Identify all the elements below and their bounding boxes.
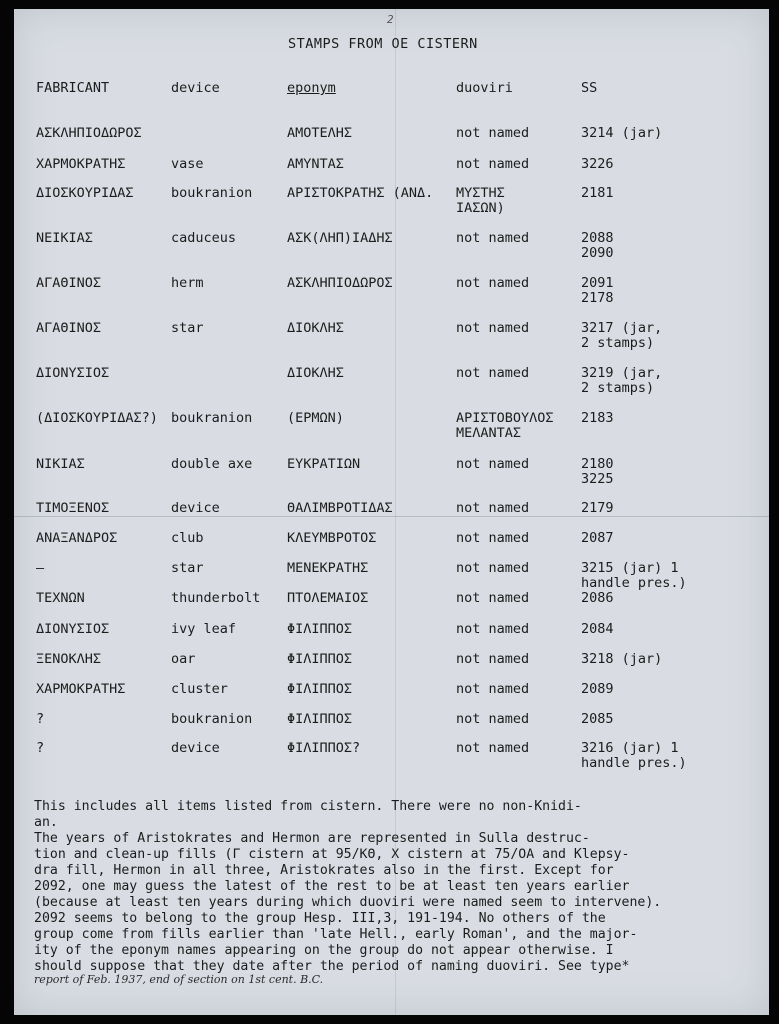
cell-eponym: ΦΙΛΙΠΠΟΣ? xyxy=(287,740,361,756)
cell-device: device xyxy=(171,500,220,516)
cell-duoviri: not named xyxy=(456,590,530,606)
cell-eponym: ΑΣΚ(ΛΗΠ)ΙΑΔΗΣ xyxy=(287,230,393,246)
note-paragraph-2: The years of Aristokrates and Hermon are represented in Sulla destruc- tion and clean-up fills (Γ cistern at 95/ΚΘ, Χ cistern at 75/ΟΑ and Klepsy- dra fill, Hermon in all three, Aristokrates also in the first. Except for 2092, one may guess the latest of the rest to be at least ten years earlier (because at least ten years during which duoviri were named seem to intervene). 2092 seems to belong to the group Hesp. III,3, 191-194. No others of the group come from fills earlier than 'late Hell., early Roman', and the major- ity of the eponym names appearing on the group do not appear otherwise. I should suppose that they date after the period of naming duoviri. See type* xyxy=(34,831,662,974)
cell-device: ivy leaf xyxy=(171,621,237,637)
cell-device: boukranion xyxy=(171,410,253,426)
cell-device: oar xyxy=(171,651,196,667)
cell-duoviri: not named xyxy=(456,560,530,576)
cell-eponym: ΚΛΕΥΜΒΡΟΤΟΣ xyxy=(287,530,377,546)
cell-eponym: ΦΙΛΙΠΠΟΣ xyxy=(287,711,353,727)
cell-fabricant: (ΔΙΟΣΚΟΥΡΙΔΑΣ?) xyxy=(36,410,158,426)
header-ss: SS xyxy=(581,80,598,96)
table-row xyxy=(14,682,769,712)
cell-fabricant: ΧΑΡΜΟΚΡΑΤΗΣ xyxy=(36,681,126,697)
cell-ss: 3218 (jar) xyxy=(581,651,663,667)
cell-fabricant: ΤΕΧΝΩΝ xyxy=(36,590,85,606)
document-title: STAMPS FROM OE CISTERN xyxy=(288,36,478,52)
cell-eponym: ΔΙΟΚΛΗΣ xyxy=(287,365,344,381)
cell-duoviri: not named xyxy=(456,621,530,637)
page-number: 2 xyxy=(387,13,394,26)
cell-fabricant: ΝΙΚΙΑΣ xyxy=(36,456,85,472)
cell-ss: 2183 xyxy=(581,410,614,426)
cell-ss: 3217 (jar, 2 stamps) xyxy=(581,320,663,351)
cell-duoviri: not named xyxy=(456,530,530,546)
cell-ss: 2091 2178 xyxy=(581,275,614,306)
cell-fabricant: ΤΙΜΟΞΕΝΟΣ xyxy=(36,500,110,516)
cell-eponym: ΦΙΛΙΠΠΟΣ xyxy=(287,681,353,697)
table-row xyxy=(14,622,769,652)
cell-eponym: ΦΙΛΙΠΠΟΣ xyxy=(287,651,353,667)
table-row xyxy=(14,561,769,591)
table-row xyxy=(14,157,769,187)
table-row xyxy=(14,591,769,621)
cell-duoviri: ΑΡΙΣΤΟΒΟΥΛΟΣ ΜΕΛΑΝΤΑΣ xyxy=(456,410,554,441)
cell-ss: 2088 2090 xyxy=(581,230,614,261)
cell-eponym: ΑΜΟΤΕΛΗΣ xyxy=(287,125,353,141)
cell-fabricant: ΔΙΟΣΚΟΥΡΙΔΑΣ xyxy=(36,185,134,201)
cell-device: boukranion xyxy=(171,185,253,201)
note-paragraph-1: This includes all items listed from cistern. There were no non-Knidi- an. xyxy=(34,799,582,830)
cell-fabricant: — xyxy=(36,560,45,576)
cell-duoviri: not named xyxy=(456,230,530,246)
cell-device: boukranion xyxy=(171,711,253,727)
table-row xyxy=(14,741,769,771)
cell-duoviri: ΜΥΣΤΗΣ ΙΑΣΩΝ) xyxy=(456,185,505,216)
cell-eponym: ΑΣΚΛΗΠΙΟΔΩΡΟΣ xyxy=(287,275,393,291)
header-device: device xyxy=(171,80,220,96)
cell-ss: 3226 xyxy=(581,156,614,172)
cell-ss: 3215 (jar) 1 handle pres.) xyxy=(581,560,687,591)
cell-eponym: ΠΤΟΛΕΜΑΙΟΣ xyxy=(287,590,369,606)
cell-duoviri: not named xyxy=(456,275,530,291)
cell-duoviri: not named xyxy=(456,500,530,516)
table-row xyxy=(14,321,769,351)
cell-device: device xyxy=(171,740,220,756)
table-row xyxy=(14,501,769,531)
cell-fabricant: ? xyxy=(36,711,45,727)
cell-device: star xyxy=(171,560,204,576)
table-row xyxy=(14,712,769,742)
cell-duoviri: not named xyxy=(456,740,530,756)
cell-eponym: ΕΥΚΡΑΤΙΩΝ xyxy=(287,456,361,472)
table-row xyxy=(14,366,769,396)
cell-fabricant: ? xyxy=(36,740,45,756)
cell-eponym: ΑΡΙΣΤΟΚΡΑΤΗΣ (ΑΝΔ. xyxy=(287,185,434,201)
cell-ss: 2180 3225 xyxy=(581,456,614,487)
cell-device: double axe xyxy=(171,456,253,472)
notes-section xyxy=(34,799,734,975)
cell-device: star xyxy=(171,320,204,336)
cell-eponym: ΑΜΥΝΤΑΣ xyxy=(287,156,344,172)
table-row xyxy=(14,652,769,682)
cell-ss: 2181 xyxy=(581,185,614,201)
cell-eponym: ΘΑΛΙΜΒΡΟΤΙΔΑΣ xyxy=(287,500,393,516)
cell-ss: 2085 xyxy=(581,711,614,727)
cell-duoviri: not named xyxy=(456,456,530,472)
handwritten-note: report of Feb. 1937, end of section on 1st cent. B.C. xyxy=(34,973,324,986)
cell-eponym: (ΕΡΜΩΝ) xyxy=(287,410,344,426)
table-row xyxy=(14,411,769,441)
table-row xyxy=(14,457,769,487)
cell-ss: 3216 (jar) 1 handle pres.) xyxy=(581,740,687,771)
cell-device: herm xyxy=(171,275,204,291)
cell-ss: 3214 (jar) xyxy=(581,125,663,141)
document-page xyxy=(14,9,769,1015)
cell-device: caduceus xyxy=(171,230,237,246)
cell-ss: 2087 xyxy=(581,530,614,546)
cell-eponym: ΔΙΟΚΛΗΣ xyxy=(287,320,344,336)
cell-device: thunderbolt xyxy=(171,590,261,606)
table-row xyxy=(14,276,769,306)
table-row xyxy=(14,231,769,261)
cell-duoviri: not named xyxy=(456,651,530,667)
table-row xyxy=(14,531,769,561)
cell-fabricant: ΑΓΑΘΙΝΟΣ xyxy=(36,275,102,291)
cell-fabricant: ΞΕΝΟΚΛΗΣ xyxy=(36,651,102,667)
cell-device: cluster xyxy=(171,681,228,697)
cell-eponym: ΜΕΝΕΚΡΑΤΗΣ xyxy=(287,560,369,576)
cell-fabricant: ΧΑΡΜΟΚΡΑΤΗΣ xyxy=(36,156,126,172)
cell-duoviri: not named xyxy=(456,320,530,336)
table-row xyxy=(14,186,769,216)
cell-device: vase xyxy=(171,156,204,172)
header-duoviri: duoviri xyxy=(456,80,513,96)
cell-fabricant: ΑΝΑΞΑΝΔΡΟΣ xyxy=(36,530,118,546)
cell-fabricant: ΑΣΚΛΗΠΙΟΔΩΡΟΣ xyxy=(36,125,142,141)
cell-fabricant: ΔΙΟΝΥΣΙΟΣ xyxy=(36,365,110,381)
cell-ss: 2089 xyxy=(581,681,614,697)
cell-fabricant: ΑΓΑΘΙΝΟΣ xyxy=(36,320,102,336)
cell-fabricant: ΔΙΟΝΥΣΙΟΣ xyxy=(36,621,110,637)
cell-ss: 3219 (jar, 2 stamps) xyxy=(581,365,663,396)
cell-ss: 2086 xyxy=(581,590,614,606)
cell-ss: 2179 xyxy=(581,500,614,516)
cell-duoviri: not named xyxy=(456,156,530,172)
cell-eponym: ΦΙΛΙΠΠΟΣ xyxy=(287,621,353,637)
cell-duoviri: not named xyxy=(456,365,530,381)
cell-duoviri: not named xyxy=(456,681,530,697)
cell-duoviri: not named xyxy=(456,125,530,141)
cell-device: club xyxy=(171,530,204,546)
cell-duoviri: not named xyxy=(456,711,530,727)
cell-fabricant: ΝΕΙΚΙΑΣ xyxy=(36,230,93,246)
header-eponym: eponym xyxy=(287,80,336,96)
table-row xyxy=(14,126,769,156)
cell-ss: 2084 xyxy=(581,621,614,637)
header-fabricant: FABRICANT xyxy=(36,80,110,96)
